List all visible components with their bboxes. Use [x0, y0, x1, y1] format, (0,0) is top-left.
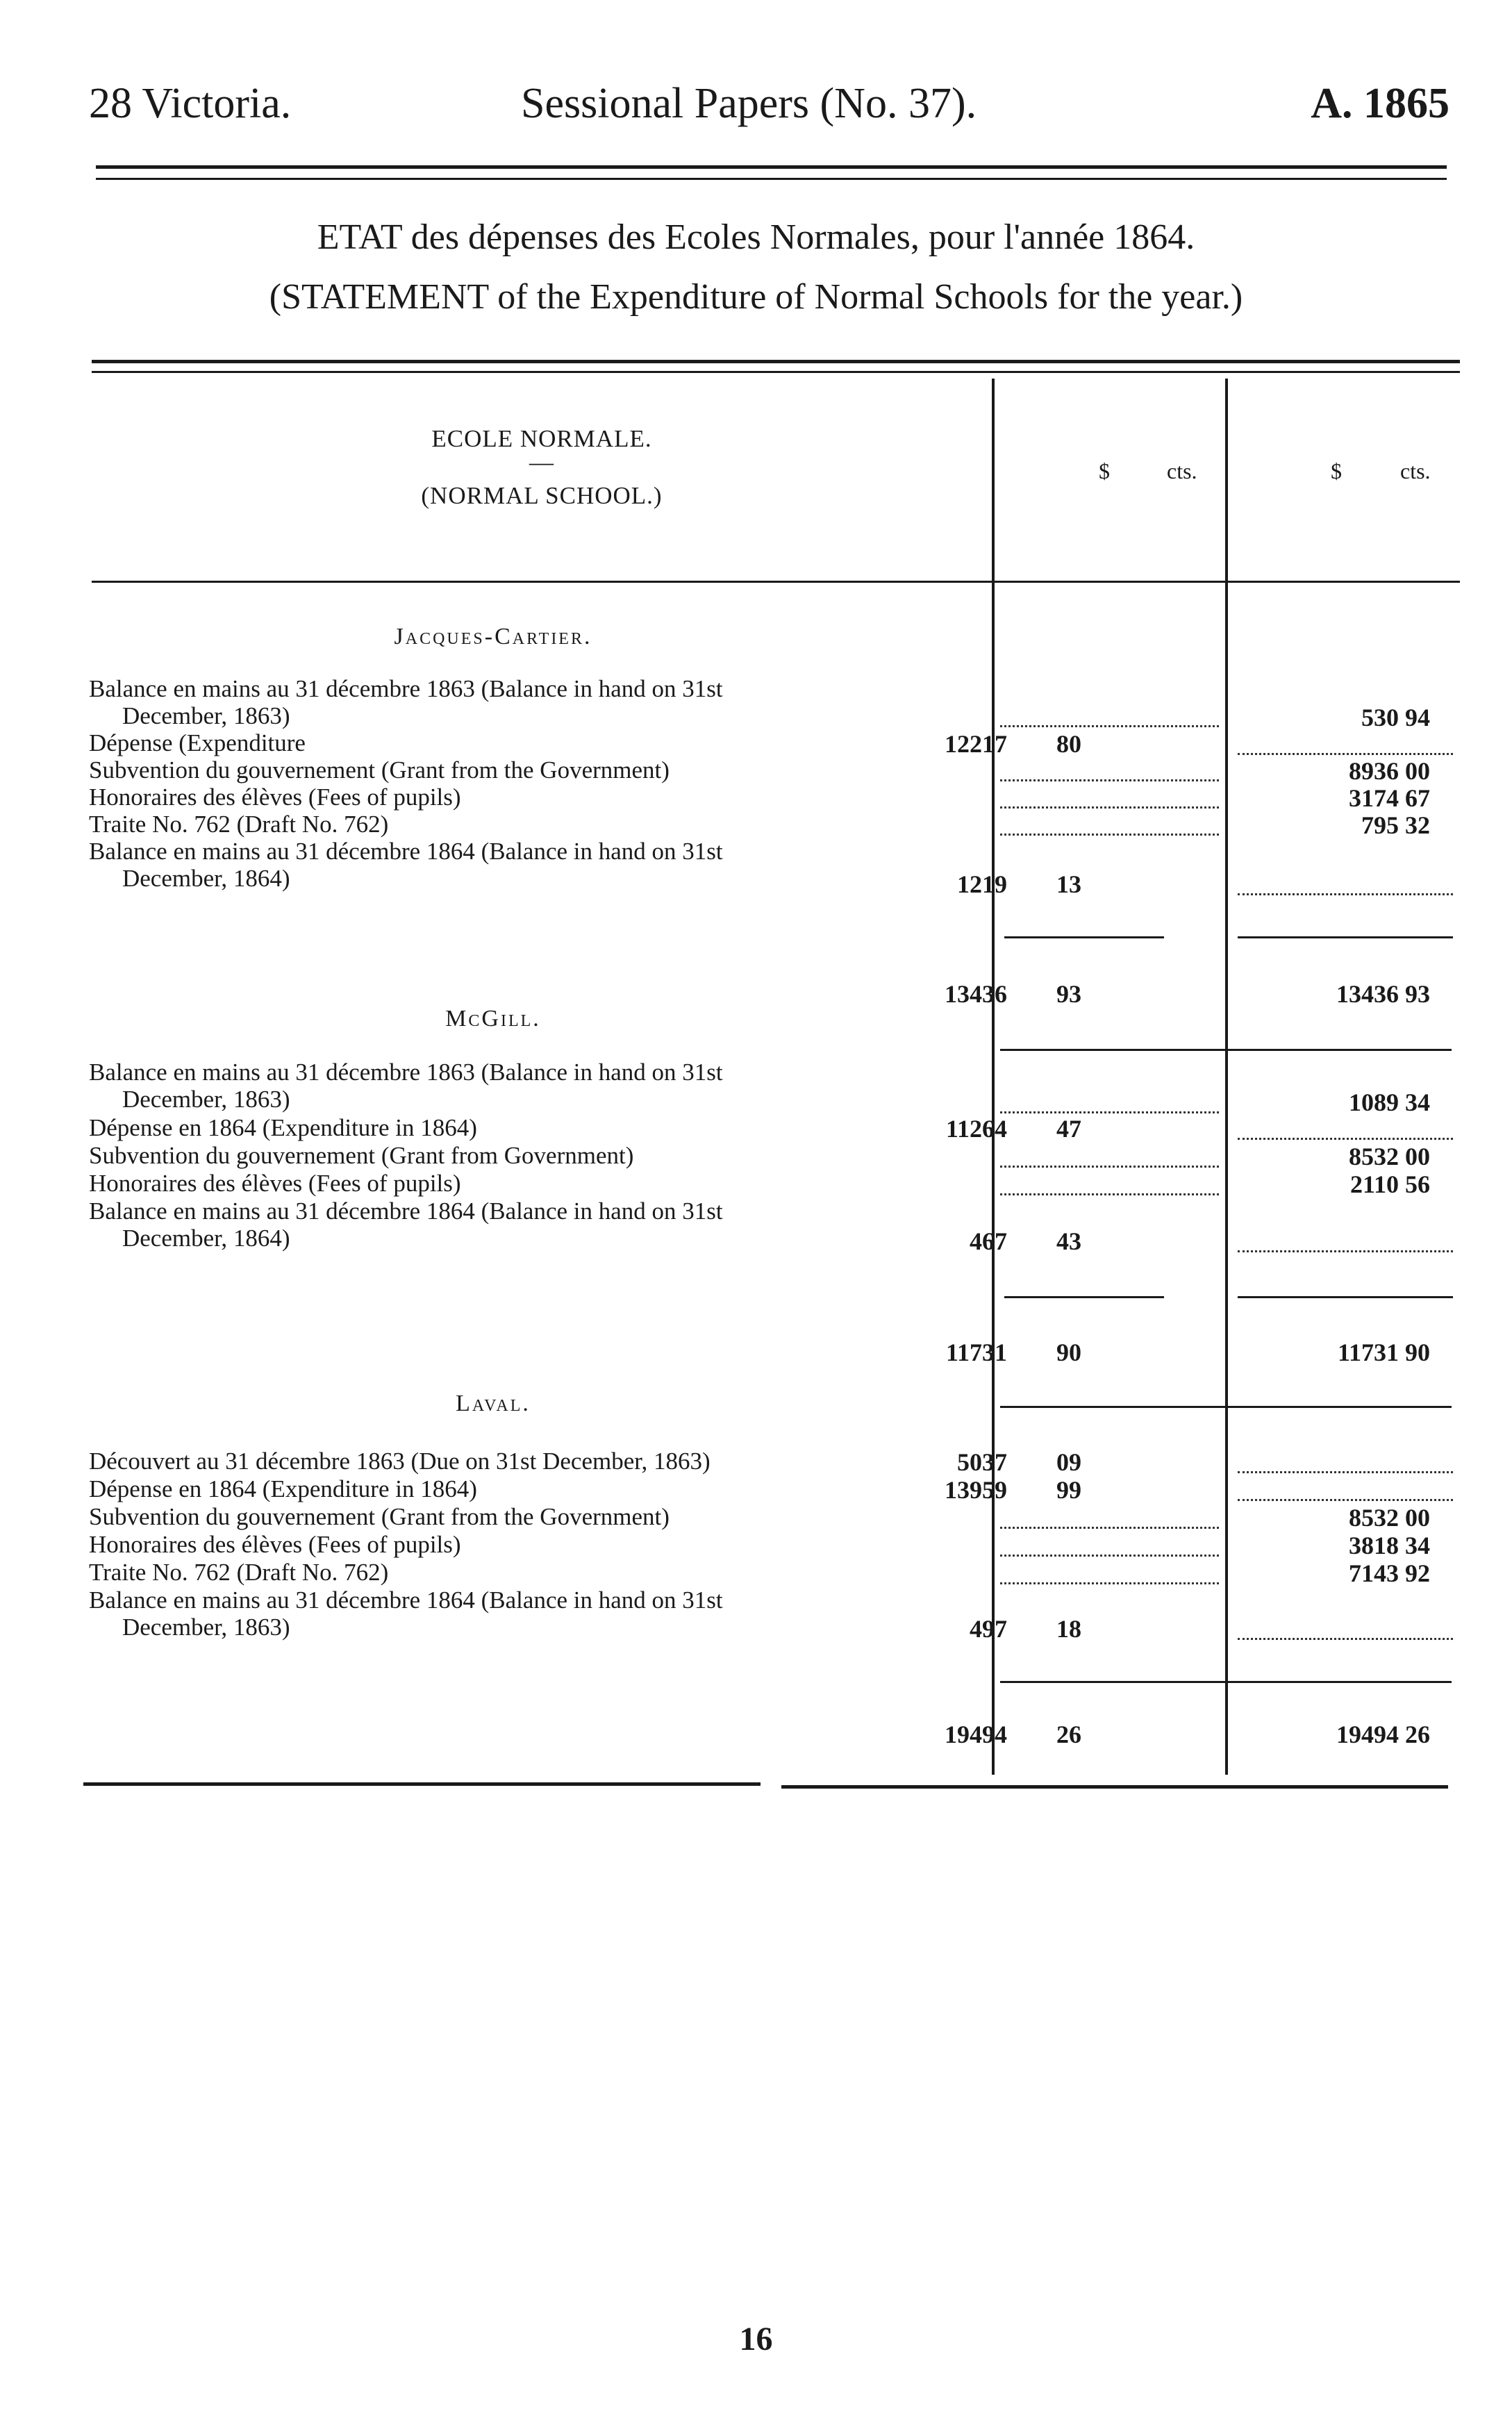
row-description: Honoraires des élèves (Fees of pupils) [89, 784, 461, 811]
row-description: Découvert au 31 décembre 1863 (Due on 31st December, 1863) [89, 1448, 711, 1475]
leader-dots [1000, 1109, 1219, 1113]
column-dash: — [529, 449, 554, 476]
column-subtitle: (NORMAL SCHOOL.) [421, 482, 663, 509]
total-cents-2: 93 [1405, 980, 1430, 1008]
row-description-cont: December, 1863) [122, 1086, 290, 1113]
total-cents-1: 90 [1056, 1339, 1081, 1366]
total-cents-2: 90 [1405, 1339, 1430, 1366]
total-cents-2: 26 [1405, 1721, 1430, 1748]
leader-dots [1238, 1635, 1453, 1640]
total-cents-1: 93 [1056, 980, 1081, 1008]
page-number: 16 [739, 2321, 773, 2357]
leader-dots [1000, 722, 1219, 727]
leader-dots [1000, 831, 1219, 836]
subtotal-rule [1004, 936, 1164, 938]
table-row [89, 1170, 988, 1197]
section-title-laval: Laval. [456, 1391, 531, 1416]
row-description: Dépense (Expenditure [89, 729, 306, 756]
amount-cents-1: 47 [1056, 1115, 1081, 1143]
amount-cents-2: 94 [1405, 704, 1430, 731]
column-divider-1 [992, 379, 995, 1775]
row-description: Balance en mains au 31 décembre 1863 (Balance in hand on 31st [89, 675, 723, 702]
title-french: ETAT des dépenses des Ecoles Normales, pour l'année 1864. [317, 217, 1195, 257]
total-dollars-1: 19494 [945, 1721, 1007, 1748]
row-description-cont: December, 1864) [122, 1225, 290, 1252]
amount-cents-2: 00 [1405, 1143, 1430, 1170]
subtotal-rule [1238, 1296, 1453, 1298]
table-rule-bottom [83, 1782, 761, 1786]
table-rule-top [92, 360, 1460, 363]
total-dollars-1: 11731 [945, 1339, 1007, 1366]
subtotal-rule [1000, 1681, 1452, 1683]
amount-dollars-1: 5037 [957, 1448, 1007, 1476]
amount-dollars-2: 795 [1361, 811, 1399, 839]
header-rule-top [96, 165, 1447, 169]
row-description: Subvention du gouvernement (Grant from the Government) [89, 756, 670, 784]
leader-dots [1000, 1163, 1219, 1168]
table-rule-bottom-right [781, 1785, 1448, 1789]
amount-cents-1: 80 [1056, 730, 1081, 758]
amount-dollars-2: 2110 [1349, 1170, 1399, 1198]
running-header-center: Sessional Papers (No. 37). [521, 80, 977, 127]
table-row [89, 1559, 988, 1586]
title-english: (STATEMENT of the Expenditure of Normal Schools for the year.) [269, 277, 1243, 317]
leader-dots [1000, 1580, 1219, 1584]
amount-dollars-2: 8532 [1349, 1504, 1399, 1532]
row-description: Balance en mains au 31 décembre 1864 (Balance in hand on 31st [89, 838, 723, 865]
row-description: Balance en mains au 31 décembre 1864 (Balance in hand on 31st [89, 1197, 723, 1225]
leader-dots [1238, 750, 1453, 755]
table-row [89, 1114, 988, 1141]
amount-cents-2: 00 [1405, 1504, 1430, 1532]
row-description: Dépense en 1864 (Expenditure in 1864) [89, 1114, 477, 1141]
leader-dots [1000, 1552, 1219, 1557]
amount-dollars-2: 3818 [1349, 1532, 1399, 1559]
table-row [89, 838, 988, 892]
dollar-header-1: $ [1099, 458, 1110, 483]
section-title-mcgill: McGill. [445, 1006, 541, 1031]
amount-dollars-2: 8532 [1349, 1143, 1399, 1170]
table-row [89, 675, 988, 729]
amount-dollars-1: 13959 [945, 1476, 1007, 1504]
amount-cents-2: 32 [1405, 811, 1430, 839]
leader-dots [1238, 1135, 1453, 1140]
amount-dollars-2: 7143 [1349, 1559, 1399, 1587]
total-dollars-2: 19494 [1336, 1721, 1399, 1748]
section-rule [1000, 1406, 1452, 1408]
amount-dollars-1: 12217 [945, 730, 1007, 758]
amount-cents-1: 18 [1056, 1615, 1081, 1643]
table-row [89, 1531, 988, 1558]
section-rule [1000, 1049, 1452, 1051]
table-row [89, 1142, 988, 1169]
row-description-cont: December, 1863) [122, 1614, 290, 1641]
section-title-jacques-cartier: Jacques-Cartier. [394, 624, 592, 649]
header-body-rule [92, 581, 1460, 583]
row-description: Traite No. 762 (Draft No. 762) [89, 811, 389, 838]
amount-dollars-1: 11264 [945, 1115, 1007, 1143]
amount-cents-1: 09 [1056, 1448, 1081, 1476]
table-row [89, 1586, 988, 1641]
leader-dots [1238, 1248, 1453, 1252]
table-row [89, 1059, 988, 1113]
amount-cents-2: 34 [1405, 1532, 1430, 1559]
amount-cents-2: 92 [1405, 1559, 1430, 1587]
amount-dollars-1: 1219 [957, 870, 1007, 898]
leader-dots [1000, 1524, 1219, 1529]
row-description: Subvention du gouvernement (Grant from Government) [89, 1142, 634, 1169]
amount-cents-1: 43 [1056, 1227, 1081, 1255]
cents-header-1: cts. [1167, 458, 1197, 483]
table-rule-top-2 [92, 371, 1460, 373]
table-row [89, 756, 988, 784]
amount-cents-2: 67 [1405, 784, 1430, 812]
running-header-right: A. 1865 [1311, 80, 1449, 127]
amount-dollars-2: 1089 [1349, 1088, 1399, 1116]
subtotal-rule [1004, 1296, 1164, 1298]
row-description-cont: December, 1863) [122, 702, 290, 729]
amount-dollars-1: 497 [970, 1615, 1007, 1643]
running-header-left: 28 Victoria. [89, 80, 292, 127]
table-row [89, 729, 988, 756]
row-description-cont: December, 1864) [122, 865, 290, 892]
amount-cents-2: 56 [1405, 1170, 1430, 1198]
row-description: Subvention du gouvernement (Grant from the Government) [89, 1503, 670, 1530]
total-cents-1: 26 [1056, 1721, 1081, 1748]
row-description: Balance en mains au 31 décembre 1864 (Balance in hand on 31st [89, 1586, 723, 1614]
amount-dollars-2: 8936 [1349, 757, 1399, 785]
cents-header-2: cts. [1400, 458, 1431, 483]
row-description: Dépense en 1864 (Expenditure in 1864) [89, 1475, 477, 1502]
table-row [89, 1503, 988, 1530]
total-dollars-2: 11731 [1337, 1339, 1399, 1366]
leader-dots [1000, 777, 1219, 781]
leader-dots [1000, 1191, 1219, 1195]
table-row [89, 1475, 988, 1502]
row-description: Traite No. 762 (Draft No. 762) [89, 1559, 389, 1586]
row-description: Balance en mains au 31 décembre 1863 (Balance in hand on 31st [89, 1059, 723, 1086]
column-title: ECOLE NORMALE. [431, 425, 652, 452]
table-row [89, 1448, 988, 1475]
leader-dots [1000, 804, 1219, 809]
table-row [89, 811, 988, 838]
total-dollars-2: 13436 [1336, 980, 1399, 1008]
row-description: Honoraires des élèves (Fees of pupils) [89, 1531, 461, 1558]
subtotal-rule [1238, 936, 1453, 938]
amount-dollars-1: 467 [970, 1227, 1007, 1255]
column-divider-2 [1225, 379, 1228, 1775]
amount-cents-2: 34 [1405, 1088, 1430, 1116]
amount-cents-1: 13 [1056, 870, 1081, 898]
leader-dots [1238, 1468, 1453, 1473]
leader-dots [1238, 890, 1453, 895]
amount-dollars-2: 3174 [1349, 784, 1399, 812]
table-row [89, 784, 988, 811]
table-row [89, 1197, 988, 1252]
row-description: Honoraires des élèves (Fees of pupils) [89, 1170, 461, 1197]
dollar-header-2: $ [1331, 458, 1342, 483]
amount-cents-1: 99 [1056, 1476, 1081, 1504]
amount-dollars-2: 530 [1361, 704, 1399, 731]
header-rule-bottom [96, 178, 1447, 180]
total-dollars-1: 13436 [945, 980, 1007, 1008]
leader-dots [1238, 1496, 1453, 1501]
amount-cents-2: 00 [1405, 757, 1430, 785]
